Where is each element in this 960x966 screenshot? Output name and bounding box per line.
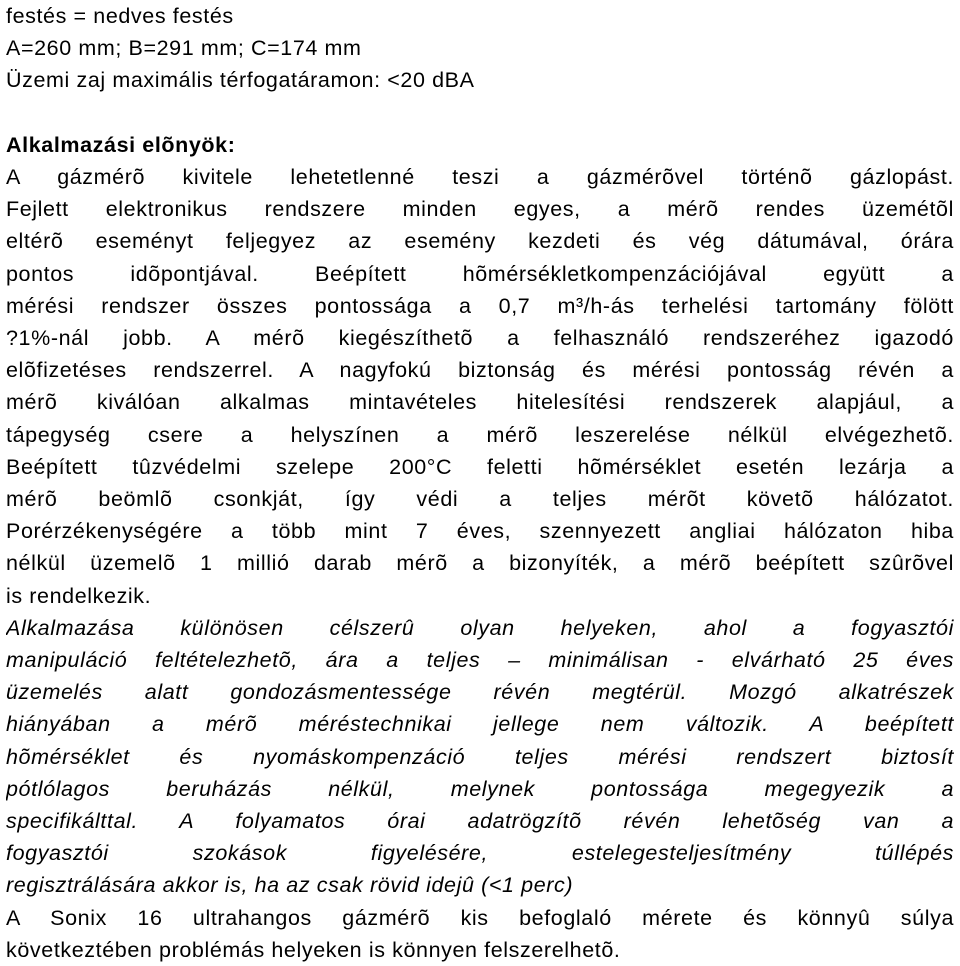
paragraph-line: mérõ beömlõ csonkját, így védi a teljes mérõt követõ hálózatot. bbox=[6, 487, 954, 512]
paragraph-line: eltérõ eseményt feljegyez az esemény kezdeti és vég dátumával, órára bbox=[6, 229, 954, 254]
specs-block bbox=[6, 0, 954, 97]
paragraph-line: Fejlett elektronikus rendszere minden egyes, a mérõ rendes üzemétõl bbox=[6, 197, 954, 222]
paragraph-line: regisztrálására akkor is, ha az csak rövid idejû (<1 perc) bbox=[6, 873, 574, 898]
paragraph-line: A gázmérõ kivitele lehetetlenné teszi a gázmérõvel történõ gázlopást. bbox=[6, 165, 954, 189]
paragraph-line: hiányában a mérõ méréstechnikai jellege nem változik. A beépített bbox=[6, 712, 954, 737]
paragraph-line: A Sonix 16 ultrahangos gázmérõ kis befoglaló mérete és könnyû súlya bbox=[6, 905, 954, 930]
paragraph-line: specifikálttal. A folyamatos órai adatrögzítõ révén lehetõség van a bbox=[6, 809, 954, 834]
section-heading: Alkalmazási elõnyök: bbox=[6, 132, 236, 157]
paragraph-line: is rendelkezik. bbox=[6, 583, 152, 608]
paragraph-line: tápegység csere a helyszínen a mérõ leszerelése nélkül elvégezhetõ. bbox=[6, 422, 954, 447]
paragraph-line: pótlólagos beruházás nélkül, melynek pontossága megegyezik a bbox=[6, 776, 954, 801]
document-page bbox=[6, 0, 954, 966]
paragraph-line: elõfizetéses rendszerrel. A nagyfokú biztonság és mérési pontosság révén a bbox=[6, 358, 954, 383]
paragraph-line: mérõ kiválóan alkalmas mintavételes hitelesítési rendszerek alapjául, a bbox=[6, 390, 954, 415]
paragraph-line: Beépített tûzvédelmi szelepe 200°C feletti hõmérséklet esetén lezárja a bbox=[6, 454, 954, 479]
paragraph-line: nélkül üzemelõ 1 millió darab mérõ a bizonyíték, a mérõ beépített szûrõvel bbox=[6, 551, 954, 576]
blank-line bbox=[6, 97, 954, 129]
spec-line-dimensions: A=260 mm; B=291 mm; C=174 mm bbox=[6, 36, 362, 61]
paragraph-advantages bbox=[6, 161, 954, 612]
paragraph-line: hõmérséklet és nyomáskompenzáció teljes mérési rendszert biztosít bbox=[6, 744, 954, 769]
paragraph-application bbox=[6, 612, 954, 902]
paragraph-line: Alkalmazása különösen célszerû olyan helyeken, ahol a fogyasztói bbox=[6, 615, 954, 640]
paragraph-line: ?1%-nál jobb. A mérõ kiegészíthetõ a felhasználó rendszeréhez igazodó bbox=[6, 326, 954, 351]
paragraph-installation bbox=[6, 902, 954, 966]
paragraph-line: üzemelés alatt gondozásmentessége révén megtérül. Mozgó alkatrészek bbox=[6, 680, 954, 705]
spec-line-finish: festés = nedves festés bbox=[6, 4, 234, 28]
spec-line-noise: Üzemi zaj maximális térfogatáramon: <20 dBA bbox=[6, 68, 475, 93]
paragraph-line: fogyasztói szokások figyelésére, estelegesteljesítmény túllépés bbox=[6, 841, 954, 866]
paragraph-line: Porérzékenységére a több mint 7 éves, szennyezett angliai hálózaton hiba bbox=[6, 519, 954, 544]
paragraph-line: pontos idõpontjával. Beépített hõmérsékletkompenzációjával együtt a bbox=[6, 261, 954, 286]
paragraph-line: manipuláció feltételezhetõ, ára a teljes – minimálisan - elvárható 25 éves bbox=[6, 648, 954, 673]
paragraph-line: mérési rendszer összes pontossága a 0,7 m³/h-ás terhelési tartomány fölött bbox=[6, 293, 954, 318]
paragraph-line: következtében problémás helyeken is könnyen felszerelhetõ. bbox=[6, 937, 621, 962]
